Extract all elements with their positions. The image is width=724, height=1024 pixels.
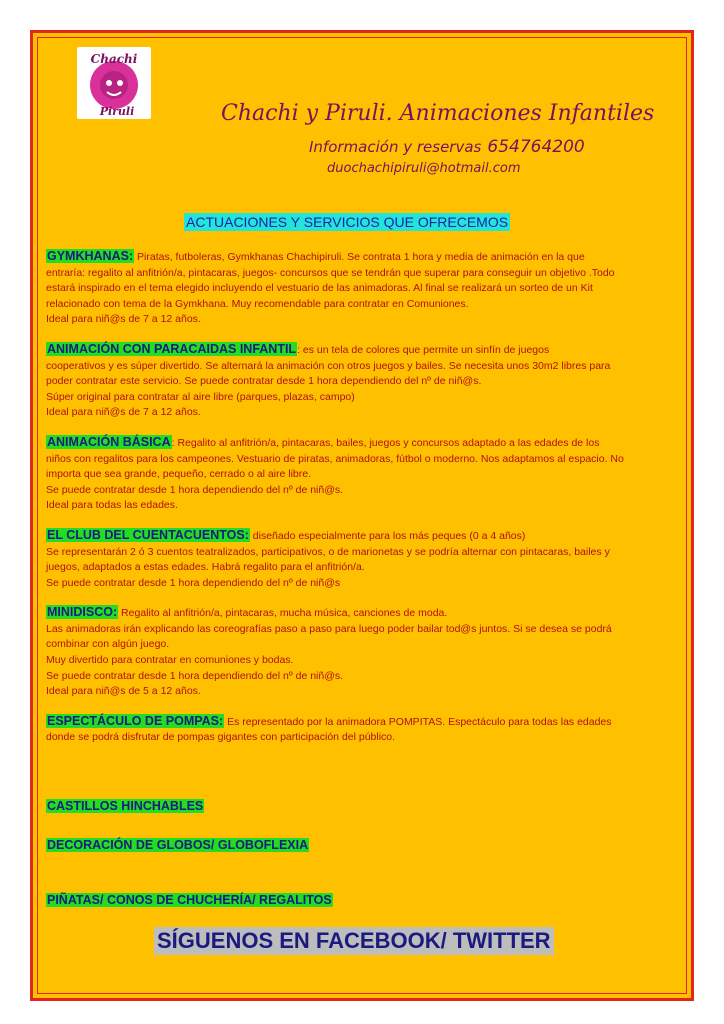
service-gymkhanas: GYMKHANAS: Piratas, futboleras, Gymkhanas Chachipiruli. Se contrata 1 hora y media de animación en la que entraría: regalito al anfitrión/a, pintacaras, juegos- concursos que se tendrán que superar para conseguir un objetivo .Todo estará inspirado en el tema elegido incluyendo el vestuario de las animadoras. Al final se realizará un sorteo de un Kit relacionado con tema de la Gymkhana. Muy recomendable para contratar en Comuniones. Ideal para niñ@s de 7 a 12 años. — [46, 249, 615, 326]
service-pompas: ESPECTÁCULO DE POMPAS: Es representado por la animadora POMPITAS. Espectáculo para todas las edades donde se podrá disfrutar de pompas gigantes con participación del público. — [46, 713, 612, 744]
logo-text-top: Chachi — [90, 52, 138, 66]
chachi-piruli-logo — [77, 47, 151, 119]
service-animacion-basica: ANIMACIÓN BÁSICA: Regalito al anfitrión/a, pintacaras, bailes, juegos y concursos adaptado a las edades de los niños con regalitos para los campeones. Vestuario de piratas, animadoras, fútbol o moderno. Nos adaptamos al espacio. No importa que sea grande, pequeño, cerrado o al aire libre. Se puede contratar desde 1 hora dependiendo del nº de niñ@s. Ideal para todas las edades. — [46, 434, 624, 512]
logo-text-bottom: Piruli — [99, 105, 135, 118]
booking-label: Información y reservas — [309, 138, 482, 156]
service-title: MINIDISCO: — [47, 605, 118, 620]
service-minidisco: MINIDISCO: Regalito al anfitrión/a, pintacaras, mucha música, canciones de moda. Las animadoras irán explicando las coreografías paso a paso para luego poder bailar tod@s juntos. Si se desea se podrá combinar con algún juego. Muy divertido para contratar en comuniones y bodas. Se puede contratar desde 1 hora dependiendo del nº de niñ@s. Ideal para niñ@s de 5 a 12 años. — [46, 605, 612, 698]
service-title: ESPECTÁCULO DE POMPAS: — [47, 713, 224, 728]
service-title: ANIMACIÓN CON PARACAIDAS INFANTIL — [47, 341, 297, 356]
services-heading: ACTUACIONES Y SERVICIOS QUE OFRECEMOS — [186, 214, 509, 230]
service-title: ANIMACIÓN BÁSICA — [47, 434, 171, 449]
service-pinatas: PIÑATAS/ CONOS DE CHUCHERÍA/ REGALITOS — [47, 893, 332, 907]
service-cuentacuentos: EL CLUB DEL CUENTACUENTOS: diseñado especialmente para los más peques (0 a 4 años) Se representarán 2 ó 3 cuentos teatralizados, participativos, o de marionetas y se podría alternar con pintacaras, bailes y juegos, adaptados a estas edades. Habrá regalito para el anfitrión/a. Se puede contratar desde 1 hora dependiendo del nº de niñ@s — [46, 527, 610, 589]
service-title: GYMKHANAS: — [47, 249, 134, 263]
follow-us-banner: SÍGUENOS EN FACEBOOK/ TWITTER — [154, 927, 554, 955]
flyer-page — [30, 30, 694, 1001]
phone-number: 654764200 — [487, 137, 585, 157]
booking-info — [309, 137, 585, 157]
services-list — [46, 249, 678, 760]
service-title: EL CLUB DEL CUENTACUENTOS: — [47, 527, 249, 542]
service-globos: DECORACIÓN DE GLOBOS/ GLOBOFLEXIA — [47, 838, 309, 852]
page-title: Chachi y Piruli. Animaciones Infantiles — [221, 101, 655, 126]
service-paracaidas: ANIMACIÓN CON PARACAIDAS INFANTIL: es un tela de colores que permite un sinfín de juegos cooperativos y es súper divertido. Se alternará la animación con otros juegos y bailes. Se necesita unos 30m2 libres para poder contratar este servicio. Se puede contratar desde 1 hora dependiendo del nº de niñ@s. Súper original para contratar al aire libre (parques, plazas, campo) Ideal para niñ@s de 7 a 12 años. — [46, 341, 611, 419]
email-address: duochachipiruli@hotmail.com — [327, 161, 521, 176]
service-castillos: CASTILLOS HINCHABLES — [47, 799, 204, 813]
